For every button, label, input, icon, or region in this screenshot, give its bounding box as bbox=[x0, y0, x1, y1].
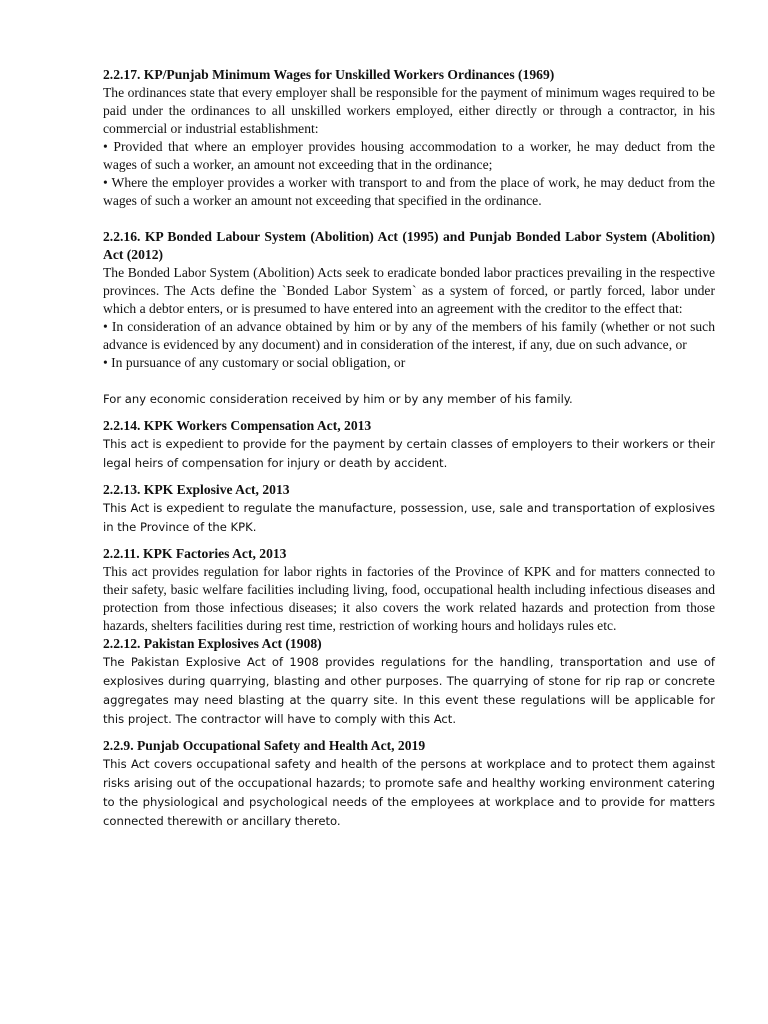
section-heading: 2.2.16. KP Bonded Labour System (Abolition) Act (1995) and Punjab Bonded Labor System (Abolition) Act (2012) bbox=[103, 229, 715, 262]
bullet-item: • In consideration of an advance obtained by him or by any of the members of his family (whether or not such advance is evidenced by any document) and in consideration of the interest, if any, due on such advance, or bbox=[103, 319, 715, 352]
section-paragraph: This Act covers occupational safety and health of the persons at workplace and to protect them against risks arising out of the occupational hazards; to promote safe and healthy working environment catering to the physiological and psychological needs of the employees at workplace and to provide for matters connected therewith or ancillary thereto. bbox=[103, 757, 715, 828]
document-body bbox=[103, 66, 715, 831]
section-paragraph: This act is expedient to provide for the payment by certain classes of employers to their workers or their legal heirs of compensation for injury or death by accident. bbox=[103, 437, 715, 470]
section-heading: 2.2.17. KP/Punjab Minimum Wages for Unskilled Workers Ordinances (1969) bbox=[103, 67, 555, 82]
section-heading: 2.2.14. KPK Workers Compensation Act, 2013 bbox=[103, 418, 372, 433]
section-paragraph: The ordinances state that every employer shall be responsible for the payment of minimum wages required to be paid under the ordinances to all unskilled workers employed, either directly or through a contractor, in his commercial or industrial establishment: bbox=[103, 85, 715, 136]
section-paragraph: This Act is expedient to regulate the manufacture, possession, use, sale and transportation of explosives in the Province of the KPK. bbox=[103, 501, 715, 534]
section-heading: 2.2.12. Pakistan Explosives Act (1908) bbox=[103, 636, 322, 651]
bullet-item: • Provided that where an employer provides housing accommodation to a worker, he may deduct from the wages of such a worker, an amount not exceeding that in the ordinance; bbox=[103, 139, 715, 172]
section-pakistan-explosives-act bbox=[103, 635, 715, 729]
section-paragraph: The Bonded Labor System (Abolition) Acts seek to eradicate bonded labor practices prevailing in the respective provinces. The Acts define the `Bonded Labor System` as a system of forced, or partly forced, labor under which a debtor enters, or is presumed to have entered into an agreement with the creditor to the effect that: bbox=[103, 265, 715, 316]
section-explosive-act bbox=[103, 481, 715, 537]
section-workers-compensation bbox=[103, 417, 715, 473]
bullet-item: • In pursuance of any customary or social obligation, or bbox=[103, 355, 406, 370]
section-heading: 2.2.13. KPK Explosive Act, 2013 bbox=[103, 482, 290, 497]
section-heading: 2.2.9. Punjab Occupational Safety and Health Act, 2019 bbox=[103, 738, 426, 753]
section-minimum-wages bbox=[103, 66, 715, 210]
section-factories-act bbox=[103, 545, 715, 635]
section-paragraph: The Pakistan Explosive Act of 1908 provides regulations for the handling, transportation and use of explosives during quarrying, blasting and other purposes. The quarrying of stone for rip rap or concrete aggregates may need blasting at the quarry site. In this event these regulations will be applicable for this project. The contractor will have to comply with this Act. bbox=[103, 655, 715, 726]
section-paragraph: For any economic consideration received by him or by any member of his family. bbox=[103, 392, 573, 406]
section-occupational-safety bbox=[103, 737, 715, 831]
section-heading: 2.2.11. KPK Factories Act, 2013 bbox=[103, 546, 287, 561]
section-paragraph: This act provides regulation for labor rights in factories of the Province of KPK and for matters connected to their safety, basic welfare facilities including living, food, occupational health including infectious diseases and protection from those infectious diseases; it also covers the work related hazards and protection from those hazards, shelters facilities during rest time, restriction of working hours and holidays rules etc. bbox=[103, 564, 715, 633]
section-bonded-labour bbox=[103, 228, 715, 409]
bullet-item: • Where the employer provides a worker with transport to and from the place of work, he may deduct from the wages of such a worker an amount not exceeding that specified in the ordinance. bbox=[103, 175, 715, 208]
